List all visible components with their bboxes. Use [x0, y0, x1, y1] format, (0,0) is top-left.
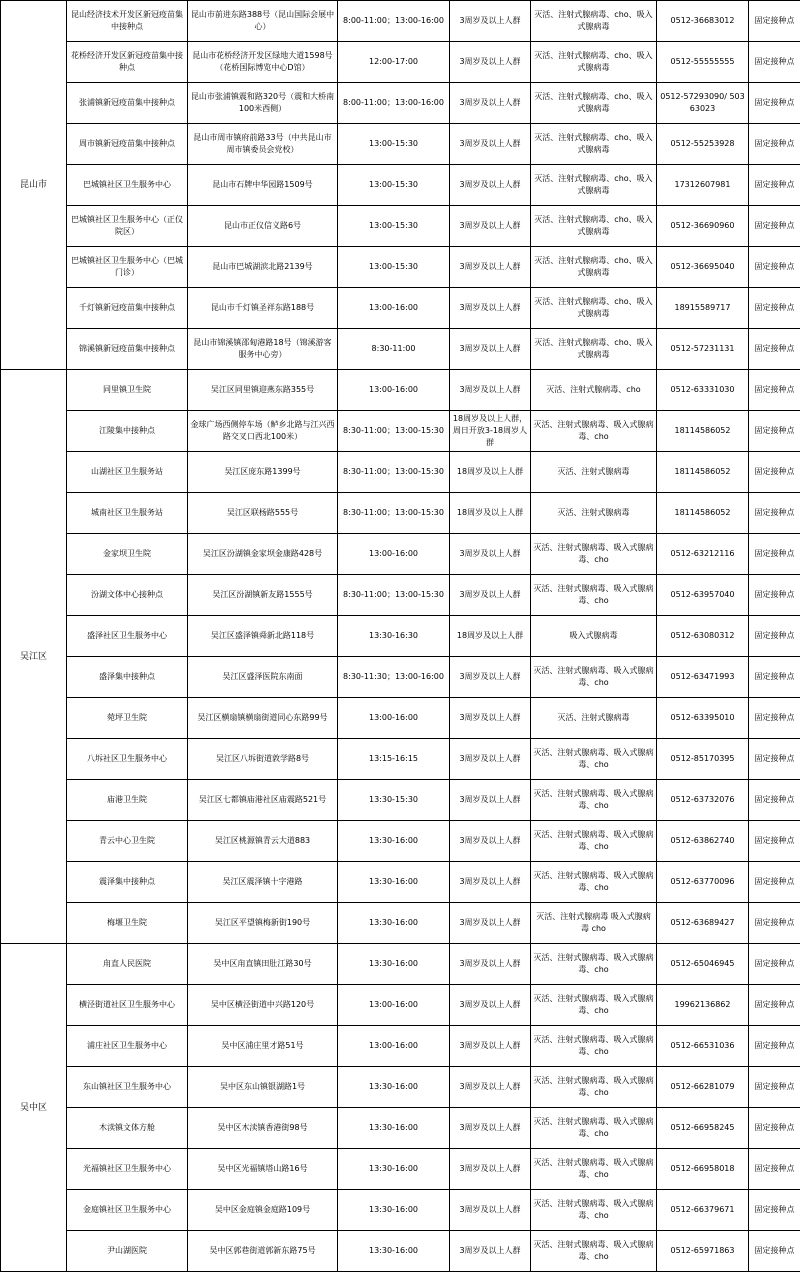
address-cell: 昆山市锦溪镇邵甸港路18号（锦溪游客服务中心旁） — [188, 329, 338, 370]
address-cell: 昆山市花桥经济开发区绿地大道1598号（花桥国际博览中心D馆） — [188, 42, 338, 83]
address-cell: 吴江区平望镇梅新街190号 — [188, 903, 338, 944]
phone-cell: 0512-65971863 — [657, 1231, 749, 1272]
eligible-age-cell: 3周岁及以上人群 — [450, 1026, 531, 1067]
address-cell: 吴江区汾湖镇金家坝金康路428号 — [188, 534, 338, 575]
site-type-cell: 固定接种点 — [749, 206, 800, 247]
phone-cell: 18114586052 — [657, 452, 749, 493]
table-row — [1, 42, 800, 83]
phone-cell: 0512-66379671 — [657, 1190, 749, 1231]
vaccine-type-cell: 灭活、注射式腺病毒、吸入式腺病毒、cho — [531, 1190, 657, 1231]
phone-cell: 18915589717 — [657, 288, 749, 329]
site-name-cell: 汾湖文体中心接种点 — [67, 575, 188, 616]
site-name-cell: 光福镇社区卫生服务中心 — [67, 1149, 188, 1190]
address-cell: 昆山市前进东路388号（昆山国际会展中心） — [188, 1, 338, 42]
eligible-age-cell: 3周岁及以上人群 — [450, 1067, 531, 1108]
eligible-age-cell: 18周岁及以上人群 — [450, 452, 531, 493]
phone-cell: 0512-55555555 — [657, 42, 749, 83]
site-type-cell: 固定接种点 — [749, 862, 800, 903]
site-name-cell: 城南社区卫生服务站 — [67, 493, 188, 534]
address-cell: 吴中区郭巷街道郭新东路75号 — [188, 1231, 338, 1272]
site-name-cell: 梅堰卫生院 — [67, 903, 188, 944]
eligible-age-cell: 3周岁及以上人群 — [450, 575, 531, 616]
eligible-age-cell: 3周岁及以上人群 — [450, 42, 531, 83]
district-cell: 吴江区 — [1, 370, 67, 944]
address-cell: 吴中区金庭镇金庭路109号 — [188, 1190, 338, 1231]
site-name-cell: 八坼社区卫生服务中心 — [67, 739, 188, 780]
eligible-age-cell: 18周岁及以上人群 — [450, 493, 531, 534]
address-cell: 昆山市张浦镇震和路320号（震和大桥南100米西侧） — [188, 83, 338, 124]
vaccine-type-cell: 灭活、注射式腺病毒、吸入式腺病毒、cho — [531, 1067, 657, 1108]
vaccine-type-cell: 吸入式腺病毒 — [531, 616, 657, 657]
site-type-cell: 固定接种点 — [749, 452, 800, 493]
site-type-cell: 固定接种点 — [749, 780, 800, 821]
table-row — [1, 944, 800, 985]
site-name-cell: 庙港卫生院 — [67, 780, 188, 821]
table-row — [1, 370, 800, 411]
site-name-cell: 同里镇卫生院 — [67, 370, 188, 411]
site-type-cell: 固定接种点 — [749, 657, 800, 698]
hours-cell: 13:30-16:00 — [338, 1231, 450, 1272]
table-row — [1, 493, 800, 534]
hours-cell: 13:00-16:00 — [338, 534, 450, 575]
site-type-cell: 固定接种点 — [749, 534, 800, 575]
table-row — [1, 1190, 800, 1231]
hours-cell: 13:00-16:00 — [338, 698, 450, 739]
table-row — [1, 206, 800, 247]
site-name-cell: 花桥经济开发区新冠疫苗集中接种点 — [67, 42, 188, 83]
phone-cell: 0512-66958245 — [657, 1108, 749, 1149]
address-cell: 昆山市巴城湖滨北路2139号 — [188, 247, 338, 288]
eligible-age-cell: 3周岁及以上人群 — [450, 903, 531, 944]
hours-cell: 13:30-16:00 — [338, 1190, 450, 1231]
table-row — [1, 288, 800, 329]
vaccine-type-cell: 灭活、注射式腺病毒、吸入式腺病毒、cho — [531, 1108, 657, 1149]
vaccine-type-cell: 灭活、注射式腺病毒、cho、吸入式腺病毒 — [531, 1, 657, 42]
site-type-cell: 固定接种点 — [749, 288, 800, 329]
vaccine-type-cell: 灭活、注射式腺病毒、吸入式腺病毒、cho — [531, 575, 657, 616]
site-name-cell: 锦溪镇新冠疫苗集中接种点 — [67, 329, 188, 370]
phone-cell: 0512-55253928 — [657, 124, 749, 165]
vaccine-type-cell: 灭活、注射式腺病毒、吸入式腺病毒、cho — [531, 821, 657, 862]
hours-cell: 8:00-11:00；13:00-16:00 — [338, 83, 450, 124]
table-row — [1, 452, 800, 493]
site-name-cell: 昆山经济技术开发区新冠疫苗集中接种点 — [67, 1, 188, 42]
site-name-cell: 盛泽社区卫生服务中心 — [67, 616, 188, 657]
site-name-cell: 巴城镇社区卫生服务中心（正仪院区） — [67, 206, 188, 247]
site-type-cell: 固定接种点 — [749, 821, 800, 862]
phone-cell: 0512-66958018 — [657, 1149, 749, 1190]
district-cell: 昆山市 — [1, 1, 67, 370]
site-type-cell: 固定接种点 — [749, 985, 800, 1026]
phone-cell: 0512-63689427 — [657, 903, 749, 944]
address-cell: 吴江区盛泽镇舜新北路118号 — [188, 616, 338, 657]
site-type-cell: 固定接种点 — [749, 903, 800, 944]
hours-cell: 8:30-11:00；13:00-15:30 — [338, 411, 450, 452]
address-cell: 吴中区甪直镇田肚江路30号 — [188, 944, 338, 985]
hours-cell: 13:00-15:30 — [338, 247, 450, 288]
site-type-cell: 固定接种点 — [749, 944, 800, 985]
eligible-age-cell: 3周岁及以上人群 — [450, 329, 531, 370]
phone-cell: 0512-63395010 — [657, 698, 749, 739]
table-row — [1, 575, 800, 616]
site-type-cell: 固定接种点 — [749, 42, 800, 83]
vaccine-type-cell: 灭活、注射式腺病毒 吸入式腺病毒 cho — [531, 903, 657, 944]
eligible-age-cell: 3周岁及以上人群 — [450, 698, 531, 739]
phone-cell: 0512-66531036 — [657, 1026, 749, 1067]
table-row — [1, 411, 800, 452]
hours-cell: 13:30-16:00 — [338, 944, 450, 985]
table-row — [1, 903, 800, 944]
table-row — [1, 1026, 800, 1067]
vaccine-type-cell: 灭活、注射式腺病毒、cho、吸入式腺病毒 — [531, 329, 657, 370]
hours-cell: 13:15-16:15 — [338, 739, 450, 780]
hours-cell: 13:00-16:00 — [338, 985, 450, 1026]
hours-cell: 13:00-15:30 — [338, 165, 450, 206]
vaccine-type-cell: 灭活、注射式腺病毒、吸入式腺病毒、cho — [531, 1231, 657, 1272]
eligible-age-cell: 3周岁及以上人群 — [450, 1108, 531, 1149]
vaccine-type-cell: 灭活、注射式腺病毒、cho、吸入式腺病毒 — [531, 83, 657, 124]
district-cell: 吴中区 — [1, 944, 67, 1272]
site-name-cell: 山湖社区卫生服务站 — [67, 452, 188, 493]
table-row — [1, 657, 800, 698]
eligible-age-cell: 3周岁及以上人群 — [450, 83, 531, 124]
hours-cell: 13:30-16:00 — [338, 903, 450, 944]
eligible-age-cell: 18周岁及以上人群，周日开放3-18周岁人群 — [450, 411, 531, 452]
site-name-cell: 张浦镇新冠疫苗集中接种点 — [67, 83, 188, 124]
site-type-cell: 固定接种点 — [749, 575, 800, 616]
site-type-cell: 固定接种点 — [749, 1067, 800, 1108]
hours-cell: 13:30-16:00 — [338, 1149, 450, 1190]
phone-cell: 0512-57231131 — [657, 329, 749, 370]
phone-cell: 0512-66281079 — [657, 1067, 749, 1108]
site-type-cell: 固定接种点 — [749, 411, 800, 452]
table-row — [1, 329, 800, 370]
site-name-cell: 尹山湖医院 — [67, 1231, 188, 1272]
hours-cell: 8:30-11:00；13:00-15:30 — [338, 493, 450, 534]
vaccine-type-cell: 灭活、注射式腺病毒、吸入式腺病毒、cho — [531, 862, 657, 903]
site-type-cell: 固定接种点 — [749, 698, 800, 739]
eligible-age-cell: 3周岁及以上人群 — [450, 206, 531, 247]
hours-cell: 13:00-15:30 — [338, 124, 450, 165]
eligible-age-cell: 3周岁及以上人群 — [450, 288, 531, 329]
site-type-cell: 固定接种点 — [749, 83, 800, 124]
vaccine-type-cell: 灭活、注射式腺病毒、cho、吸入式腺病毒 — [531, 247, 657, 288]
address-cell: 吴江区同里镇迎燕东路355号 — [188, 370, 338, 411]
hours-cell: 8:30-11:30；13:00-16:00 — [338, 657, 450, 698]
eligible-age-cell: 3周岁及以上人群 — [450, 1, 531, 42]
site-name-cell: 横泾街道社区卫生服务中心 — [67, 985, 188, 1026]
site-type-cell: 固定接种点 — [749, 1, 800, 42]
table-row — [1, 1108, 800, 1149]
site-name-cell: 千灯镇新冠疫苗集中接种点 — [67, 288, 188, 329]
hours-cell: 8:30-11:00 — [338, 329, 450, 370]
site-type-cell: 固定接种点 — [749, 1190, 800, 1231]
site-name-cell: 青云中心卫生院 — [67, 821, 188, 862]
vaccine-type-cell: 灭活、注射式腺病毒、cho、吸入式腺病毒 — [531, 288, 657, 329]
phone-cell: 0512-63770096 — [657, 862, 749, 903]
site-type-cell: 固定接种点 — [749, 124, 800, 165]
site-name-cell: 震泽集中接种点 — [67, 862, 188, 903]
hours-cell: 13:30-16:00 — [338, 821, 450, 862]
phone-cell: 0512-65046945 — [657, 944, 749, 985]
vaccine-type-cell: 灭活、注射式腺病毒、吸入式腺病毒、cho — [531, 944, 657, 985]
hours-cell: 8:00-11:00；13:00-16:00 — [338, 1, 450, 42]
hours-cell: 13:30-16:00 — [338, 1067, 450, 1108]
vaccine-type-cell: 灭活、注射式腺病毒 — [531, 452, 657, 493]
table-row — [1, 247, 800, 288]
hours-cell: 13:30-15:30 — [338, 780, 450, 821]
site-type-cell: 固定接种点 — [749, 1026, 800, 1067]
table-row — [1, 83, 800, 124]
table-row — [1, 1, 800, 42]
eligible-age-cell: 3周岁及以上人群 — [450, 165, 531, 206]
eligible-age-cell: 3周岁及以上人群 — [450, 247, 531, 288]
eligible-age-cell: 3周岁及以上人群 — [450, 944, 531, 985]
site-name-cell: 盛泽集中接种点 — [67, 657, 188, 698]
table-row — [1, 821, 800, 862]
table-row — [1, 1067, 800, 1108]
vaccine-type-cell: 灭活、注射式腺病毒 — [531, 493, 657, 534]
eligible-age-cell: 3周岁及以上人群 — [450, 985, 531, 1026]
vaccine-type-cell: 灭活、注射式腺病毒 — [531, 698, 657, 739]
table-row — [1, 780, 800, 821]
address-cell: 昆山市周市镇府前路33号（中共昆山市周市镇委员会党校） — [188, 124, 338, 165]
table-row — [1, 1149, 800, 1190]
site-type-cell: 固定接种点 — [749, 329, 800, 370]
table-row — [1, 985, 800, 1026]
vaccine-type-cell: 灭活、注射式腺病毒、cho、吸入式腺病毒 — [531, 206, 657, 247]
site-name-cell: 周市镇新冠疫苗集中接种点 — [67, 124, 188, 165]
table-row — [1, 165, 800, 206]
site-type-cell: 固定接种点 — [749, 247, 800, 288]
address-cell: 吴江区盛泽医院东南面 — [188, 657, 338, 698]
phone-cell: 0512-36690960 — [657, 206, 749, 247]
address-cell: 吴江区联杨路555号 — [188, 493, 338, 534]
site-name-cell: 东山镇社区卫生服务中心 — [67, 1067, 188, 1108]
eligible-age-cell: 3周岁及以上人群 — [450, 739, 531, 780]
address-cell: 吴中区东山镇银湖路1号 — [188, 1067, 338, 1108]
site-type-cell: 固定接种点 — [749, 370, 800, 411]
phone-cell: 18114586052 — [657, 493, 749, 534]
eligible-age-cell: 18周岁及以上人群 — [450, 616, 531, 657]
eligible-age-cell: 3周岁及以上人群 — [450, 780, 531, 821]
address-cell: 吴江区汾湖镇新友路1555号 — [188, 575, 338, 616]
table-row — [1, 862, 800, 903]
phone-cell: 0512-63732076 — [657, 780, 749, 821]
vaccine-type-cell: 灭活、注射式腺病毒、吸入式腺病毒、cho — [531, 534, 657, 575]
vaccine-type-cell: 灭活、注射式腺病毒、cho、吸入式腺病毒 — [531, 124, 657, 165]
hours-cell: 13:30-16:00 — [338, 862, 450, 903]
address-cell: 吴江区震泽镇十字港路 — [188, 862, 338, 903]
hours-cell: 8:30-11:00；13:00-15:30 — [338, 452, 450, 493]
table-row — [1, 1231, 800, 1272]
eligible-age-cell: 3周岁及以上人群 — [450, 1190, 531, 1231]
site-name-cell: 江陵集中接种点 — [67, 411, 188, 452]
address-cell: 吴中区浦庄里才路51号 — [188, 1026, 338, 1067]
vaccine-type-cell: 灭活、注射式腺病毒、吸入式腺病毒、cho — [531, 985, 657, 1026]
site-name-cell: 菀坪卫生院 — [67, 698, 188, 739]
hours-cell: 12:00-17:00 — [338, 42, 450, 83]
phone-cell: 0512-36695040 — [657, 247, 749, 288]
phone-cell: 18114586052 — [657, 411, 749, 452]
address-cell: 吴江区八坼街道敦学路8号 — [188, 739, 338, 780]
site-name-cell: 甪直人民医院 — [67, 944, 188, 985]
address-cell: 昆山市正仪信义路6号 — [188, 206, 338, 247]
vaccine-type-cell: 灭活、注射式腺病毒、cho、吸入式腺病毒 — [531, 165, 657, 206]
site-name-cell: 金庭镇社区卫生服务中心 — [67, 1190, 188, 1231]
hours-cell: 13:00-15:30 — [338, 206, 450, 247]
eligible-age-cell: 3周岁及以上人群 — [450, 657, 531, 698]
site-type-cell: 固定接种点 — [749, 493, 800, 534]
vaccine-type-cell: 灭活、注射式腺病毒、吸入式腺病毒、cho — [531, 739, 657, 780]
eligible-age-cell: 3周岁及以上人群 — [450, 862, 531, 903]
table-row — [1, 739, 800, 780]
eligible-age-cell: 3周岁及以上人群 — [450, 370, 531, 411]
site-type-cell: 固定接种点 — [749, 739, 800, 780]
address-cell: 吴江区庞东路1399号 — [188, 452, 338, 493]
hours-cell: 13:00-16:00 — [338, 370, 450, 411]
phone-cell: 17312607981 — [657, 165, 749, 206]
address-cell: 吴江区七都镇庙港社区庙震路521号 — [188, 780, 338, 821]
table-row — [1, 698, 800, 739]
hours-cell: 13:30-16:00 — [338, 1108, 450, 1149]
address-cell: 昆山市千灯镇圣祥东路188号 — [188, 288, 338, 329]
address-cell: 吴江区横扇镇横扇街道同心东路99号 — [188, 698, 338, 739]
eligible-age-cell: 3周岁及以上人群 — [450, 821, 531, 862]
vaccine-type-cell: 灭活、注射式腺病毒、吸入式腺病毒、cho — [531, 411, 657, 452]
phone-cell: 0512-85170395 — [657, 739, 749, 780]
site-type-cell: 固定接种点 — [749, 1231, 800, 1272]
site-type-cell: 固定接种点 — [749, 165, 800, 206]
phone-cell: 0512-63080312 — [657, 616, 749, 657]
eligible-age-cell: 3周岁及以上人群 — [450, 1149, 531, 1190]
site-type-cell: 固定接种点 — [749, 1108, 800, 1149]
phone-cell: 0512-63471993 — [657, 657, 749, 698]
phone-cell: 0512-63862740 — [657, 821, 749, 862]
phone-cell: 0512-57293090/ 50363023 — [657, 83, 749, 124]
site-name-cell: 木渎镇文体方舱 — [67, 1108, 188, 1149]
hours-cell: 13:00-16:00 — [338, 1026, 450, 1067]
table-row — [1, 534, 800, 575]
phone-cell: 0512-63957040 — [657, 575, 749, 616]
site-name-cell: 浦庄社区卫生服务中心 — [67, 1026, 188, 1067]
site-name-cell: 金家坝卫生院 — [67, 534, 188, 575]
hours-cell: 13:00-16:00 — [338, 288, 450, 329]
table-row — [1, 124, 800, 165]
address-cell: 吴中区横泾街道中兴路120号 — [188, 985, 338, 1026]
vaccine-type-cell: 灭活、注射式腺病毒、吸入式腺病毒、cho — [531, 1149, 657, 1190]
address-cell: 吴中区光福镇塔山路16号 — [188, 1149, 338, 1190]
address-cell: 金球广场西侧停车场（鲈乡北路与江兴西路交叉口西北100米） — [188, 411, 338, 452]
site-name-cell: 巴城镇社区卫生服务中心 — [67, 165, 188, 206]
eligible-age-cell: 3周岁及以上人群 — [450, 1231, 531, 1272]
hours-cell: 13:30-16:30 — [338, 616, 450, 657]
phone-cell: 0512-63331030 — [657, 370, 749, 411]
address-cell: 昆山市石牌中华园路1509号 — [188, 165, 338, 206]
vaccine-type-cell: 灭活、注射式腺病毒、cho — [531, 370, 657, 411]
vaccine-type-cell: 灭活、注射式腺病毒、吸入式腺病毒、cho — [531, 657, 657, 698]
table-body — [1, 1, 800, 1272]
table-row — [1, 616, 800, 657]
address-cell: 吴江区桃源镇青云大道883 — [188, 821, 338, 862]
vaccine-type-cell: 灭活、注射式腺病毒、cho、吸入式腺病毒 — [531, 42, 657, 83]
eligible-age-cell: 3周岁及以上人群 — [450, 534, 531, 575]
vaccine-type-cell: 灭活、注射式腺病毒、吸入式腺病毒、cho — [531, 1026, 657, 1067]
phone-cell: 0512-63212116 — [657, 534, 749, 575]
site-name-cell: 巴城镇社区卫生服务中心（巴城门诊） — [67, 247, 188, 288]
site-type-cell: 固定接种点 — [749, 1149, 800, 1190]
vaccine-type-cell: 灭活、注射式腺病毒、吸入式腺病毒、cho — [531, 780, 657, 821]
site-type-cell: 固定接种点 — [749, 616, 800, 657]
phone-cell: 19962136862 — [657, 985, 749, 1026]
phone-cell: 0512-36683012 — [657, 1, 749, 42]
eligible-age-cell: 3周岁及以上人群 — [450, 124, 531, 165]
address-cell: 吴中区木渎镇香港街98号 — [188, 1108, 338, 1149]
hours-cell: 8:30-11:00；13:00-15:30 — [338, 575, 450, 616]
